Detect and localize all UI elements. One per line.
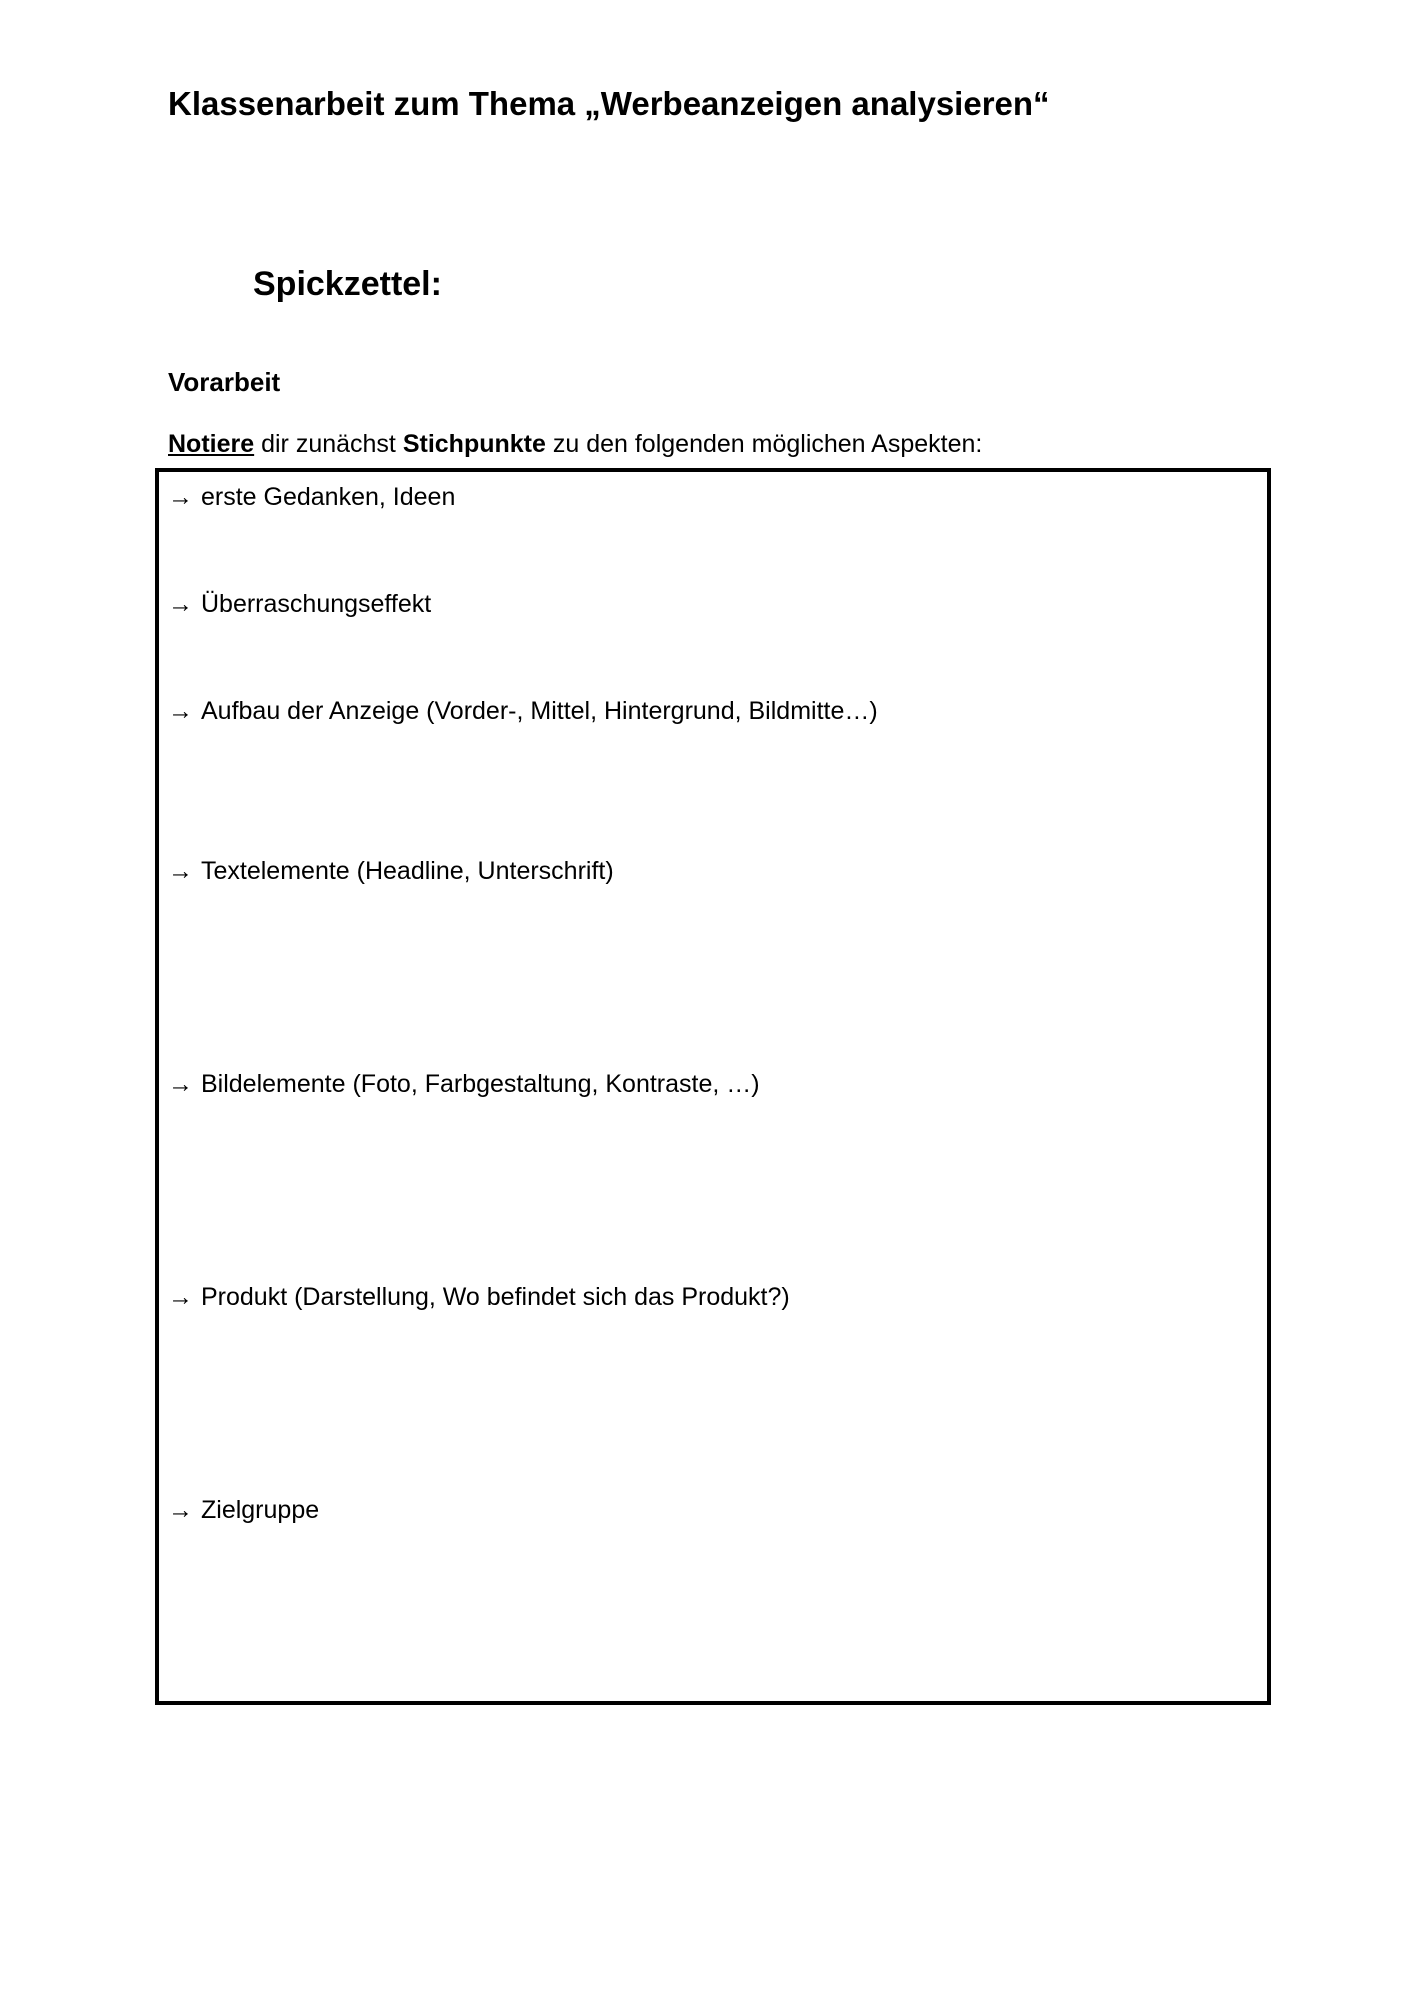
instruction-keyword-stichpunkte: Stichpunkte <box>402 430 546 458</box>
aspect-item <box>168 588 431 620</box>
page-title: Klassenarbeit zum Thema „Werbeanzeigen analysieren“ <box>168 85 1050 122</box>
arrow-right-icon: → <box>168 1283 193 1311</box>
aspect-label: Textelemente (Headline, Unterschrift) <box>201 857 614 885</box>
aspect-item <box>168 1068 760 1100</box>
arrow-right-icon: → <box>168 697 193 725</box>
aspect-label: Überraschungseffekt <box>201 590 432 618</box>
aspect-item <box>168 855 614 887</box>
arrow-right-icon: → <box>168 1070 193 1098</box>
section-heading-preparation: Vorarbeit <box>168 367 281 397</box>
aspect-item <box>168 1494 319 1526</box>
aspect-label: Zielgruppe <box>201 1496 320 1524</box>
instruction-keyword-notiere: Notiere <box>168 430 255 458</box>
aspect-item <box>168 481 455 513</box>
arrow-right-icon: → <box>168 483 193 511</box>
aspect-label: Produkt (Darstellung, Wo befindet sich das Produkt?) <box>201 1283 790 1311</box>
instruction-text <box>168 428 982 460</box>
aspect-label: Aufbau der Anzeige (Vorder-, Mittel, Hintergrund, Bildmitte…) <box>201 697 878 725</box>
arrow-right-icon: → <box>168 1496 193 1524</box>
aspect-label: erste Gedanken, Ideen <box>201 483 456 511</box>
instruction-text-part: dir zunächst <box>254 430 403 458</box>
aspect-item <box>168 695 878 727</box>
instruction-text-part: zu den folgenden möglichen Aspekten: <box>545 430 983 458</box>
arrow-right-icon: → <box>168 857 193 885</box>
aspect-label: Bildelemente (Foto, Farbgestaltung, Kontraste, …) <box>201 1070 760 1098</box>
aspect-item <box>168 1281 790 1313</box>
arrow-right-icon: → <box>168 590 193 618</box>
cheat-sheet-heading: Spickzettel: <box>253 265 442 303</box>
